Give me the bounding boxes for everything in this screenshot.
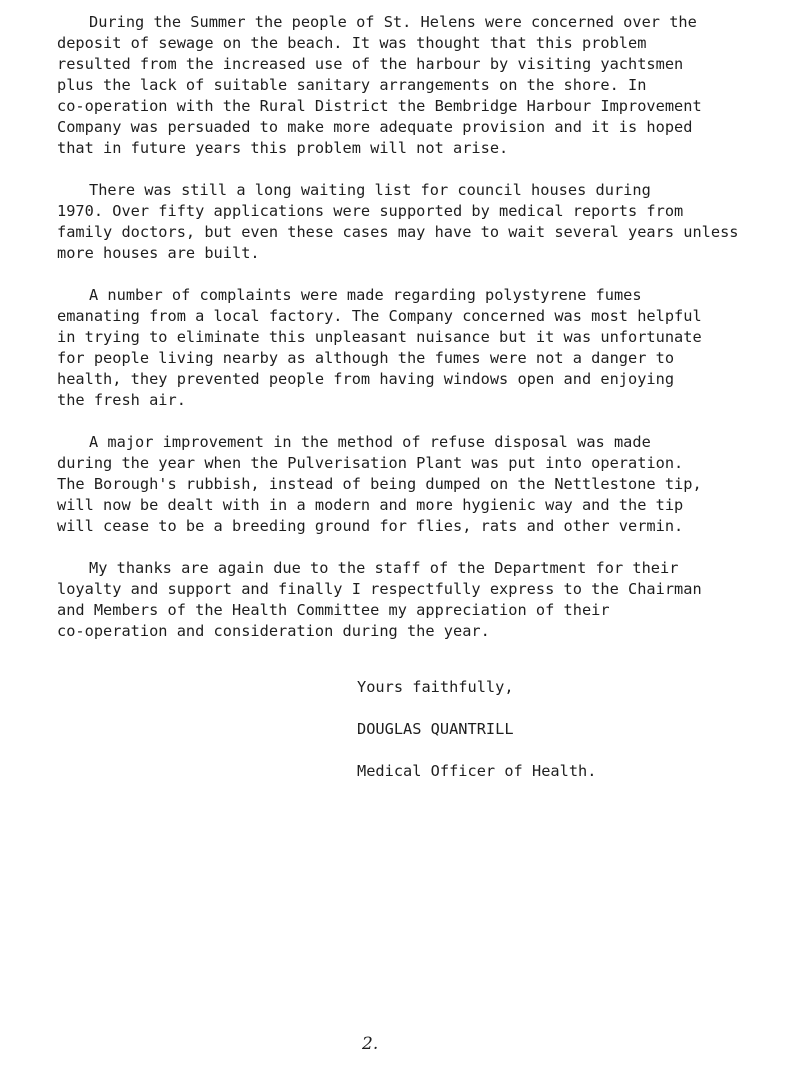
text-line: My thanks are again due to the staff of the Department for their bbox=[89, 559, 679, 577]
text-line: will cease to be a breeding ground for flies, rats and other vermin. bbox=[57, 517, 684, 535]
text-line: that in future years this problem will not arise. bbox=[57, 139, 509, 157]
text-line: resulted from the increased use of the harbour by visiting yachtsmen bbox=[57, 55, 684, 73]
page-number: 2. bbox=[362, 1034, 379, 1054]
text-line: The Borough's rubbish, instead of being dumped on the Nettlestone tip, bbox=[57, 475, 702, 493]
text-line: more houses are built. bbox=[57, 244, 260, 262]
text-line: co-operation with the Rural District the Bembridge Harbour Improvement bbox=[57, 97, 702, 115]
signatory-title: Medical Officer of Health. bbox=[357, 762, 597, 780]
text-line: During the Summer the people of St. Helens were concerned over the bbox=[89, 13, 697, 31]
text-line: deposit of sewage on the beach. It was thought that this problem bbox=[57, 34, 647, 52]
text-line: emanating from a local factory. The Company concerned was most helpful bbox=[57, 307, 702, 325]
text-line: A major improvement in the method of refuse disposal was made bbox=[89, 433, 651, 451]
text-line: A number of complaints were made regarding polystyrene fumes bbox=[89, 286, 642, 304]
text-line: will now be dealt with in a modern and more hygienic way and the tip bbox=[57, 496, 684, 514]
closing-text: Yours faithfully, bbox=[357, 678, 514, 696]
text-line: 1970. Over fifty applications were supported by medical reports from bbox=[57, 202, 684, 220]
text-line: family doctors, but even these cases may have to wait several years unless bbox=[57, 223, 739, 241]
text-line: in trying to eliminate this unpleasant nuisance but it was unfortunate bbox=[57, 328, 702, 346]
text-line: co-operation and consideration during the year. bbox=[57, 622, 490, 640]
text-line: and Members of the Health Committee my appreciation of their bbox=[57, 601, 610, 619]
text-line: the fresh air. bbox=[57, 391, 186, 409]
text-line: Company was persuaded to make more adequate provision and it is hoped bbox=[57, 118, 693, 136]
text-line: There was still a long waiting list for council houses during bbox=[89, 181, 651, 199]
text-line: health, they prevented people from having windows open and enjoying bbox=[57, 370, 675, 388]
text-line: during the year when the Pulverisation Plant was put into operation. bbox=[57, 454, 684, 472]
signatory-name: DOUGLAS QUANTRILL bbox=[357, 720, 514, 738]
text-line: plus the lack of suitable sanitary arrangements on the shore. In bbox=[57, 76, 647, 94]
text-line: for people living nearby as although the fumes were not a danger to bbox=[57, 349, 675, 367]
text-line: loyalty and support and finally I respectfully express to the Chairman bbox=[57, 580, 702, 598]
